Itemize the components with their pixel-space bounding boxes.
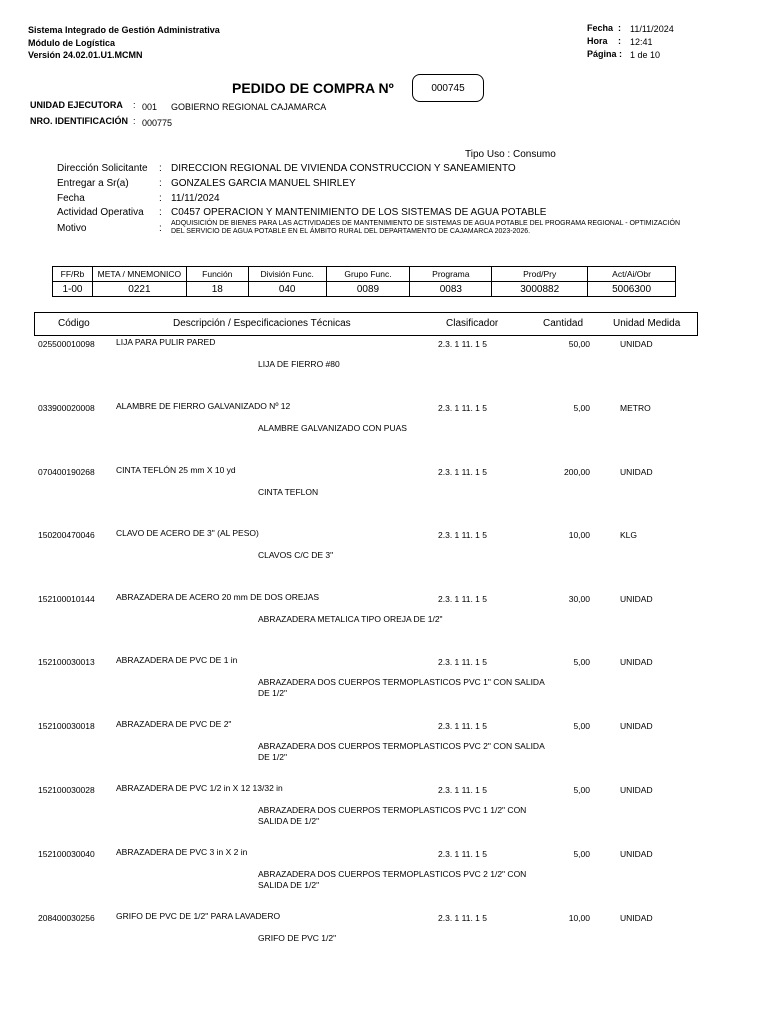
item-unit: UNIDAD	[620, 594, 653, 604]
item-classifier: 2.3. 1 11. 1 5	[438, 913, 487, 923]
budget-header-cell: División Func.	[248, 267, 326, 282]
unidad-code: 001	[142, 102, 158, 112]
item-description: ABRAZADERA DE PVC 3 in X 2 in	[116, 847, 248, 857]
pagina-value: 1 de 10	[630, 50, 661, 60]
item-description: ABRAZADERA DE PVC DE 2"	[116, 719, 232, 729]
col-codigo: Código	[58, 318, 90, 329]
budget-header-cell: Grupo Func.	[326, 267, 410, 282]
fecha-label: Fecha	[587, 23, 614, 33]
detail-colon: :	[159, 193, 162, 204]
item-description: ABRAZADERA DE PVC DE 1 in	[116, 655, 238, 665]
budget-header-row	[53, 267, 676, 282]
system-name: Sistema Integrado de Gestión Administrativa	[28, 25, 220, 35]
item-classifier: 2.3. 1 11. 1 5	[438, 530, 487, 540]
hora-colon: :	[618, 36, 621, 46]
item-row	[0, 592, 768, 656]
item-row	[0, 655, 768, 719]
item-unit: UNIDAD	[620, 913, 653, 923]
detail-value-fecha: 11/11/2024	[171, 193, 220, 204]
budget-value-row	[53, 282, 676, 297]
item-code: 152100030028	[38, 785, 95, 795]
item-spec: GRIFO DE PVC 1/2"	[258, 933, 337, 943]
detail-label-direccion: Dirección Solicitante	[57, 163, 148, 174]
item-row	[0, 528, 768, 592]
budget-value-cell: 0089	[326, 282, 410, 297]
item-spec: LIJA DE FIERRO #80	[258, 359, 340, 369]
item-unit: UNIDAD	[620, 657, 653, 667]
budget-header-cell: Programa	[410, 267, 492, 282]
item-code: 152100030018	[38, 721, 95, 731]
budget-header-cell: Función	[186, 267, 248, 282]
item-quantity: 5,00	[573, 657, 590, 667]
item-classifier: 2.3. 1 11. 1 5	[438, 403, 487, 413]
budget-value-cell: 1-00	[53, 282, 93, 297]
item-row	[0, 719, 768, 783]
item-classifier: 2.3. 1 11. 1 5	[438, 849, 487, 859]
item-unit: UNIDAD	[620, 721, 653, 731]
item-row	[0, 911, 768, 975]
budget-header-cell: FF/Rb	[53, 267, 93, 282]
item-unit: KLG	[620, 530, 638, 540]
item-spec: ABRAZADERA DOS CUERPOS TERMOPLASTICOS PVC 2" CON SALIDA DE 1/2"	[258, 741, 545, 762]
budget-header-cell: META / MNEMONICO	[92, 267, 186, 282]
item-unit: UNIDAD	[620, 339, 653, 349]
hora-value: 12:41	[630, 37, 653, 47]
item-spec: ABRAZADERA DOS CUERPOS TERMOPLASTICOS PVC 2 1/2" CON SALIDA DE 1/2"	[258, 869, 527, 890]
budget-value-cell: 18	[186, 282, 248, 297]
detail-label-actividad: Actividad Operativa	[57, 207, 144, 218]
detail-label-fecha: Fecha	[57, 193, 85, 204]
item-code: 208400030256	[38, 913, 95, 923]
nro-value: 000775	[142, 118, 173, 128]
item-quantity: 10,00	[568, 913, 590, 923]
unidad-colon: :	[133, 100, 136, 110]
item-classifier: 2.3. 1 11. 1 5	[438, 657, 487, 667]
item-classifier: 2.3. 1 11. 1 5	[438, 467, 487, 477]
nro-label: NRO. IDENTIFICACIÓN	[30, 116, 128, 126]
item-code: 070400190268	[38, 467, 95, 477]
item-description: LIJA PARA PULIR PARED	[116, 337, 216, 347]
item-quantity: 5,00	[573, 785, 590, 795]
detail-label-entregar: Entregar a Sr(a)	[57, 178, 129, 189]
budget-value-cell: 3000882	[492, 282, 588, 297]
item-description: ALAMBRE DE FIERRO GALVANIZADO Nº 12	[116, 401, 291, 411]
item-quantity: 5,00	[573, 721, 590, 731]
item-description: CINTA TEFLÓN 25 mm X 10 yd	[116, 465, 236, 475]
item-classifier: 2.3. 1 11. 1 5	[438, 339, 487, 349]
module-name: Módulo de Logística	[28, 38, 115, 48]
item-classifier: 2.3. 1 11. 1 5	[438, 721, 487, 731]
col-cantidad: Cantidad	[543, 318, 584, 329]
item-row	[0, 337, 768, 401]
item-unit: METRO	[620, 403, 651, 413]
budget-header-cell: Prod/Pry	[492, 267, 588, 282]
item-classifier: 2.3. 1 11. 1 5	[438, 594, 487, 604]
item-row	[0, 401, 768, 465]
item-quantity: 50,00	[568, 339, 590, 349]
item-classifier: 2.3. 1 11. 1 5	[438, 785, 487, 795]
order-number-box	[412, 74, 484, 102]
item-code: 152100010144	[38, 594, 95, 604]
detail-label-motivo: Motivo	[57, 223, 87, 234]
item-row	[0, 847, 768, 911]
item-description: CLAVO DE ACERO DE 3" (AL PESO)	[116, 528, 259, 538]
unidad-label: UNIDAD EJECUTORA	[30, 100, 123, 110]
item-description: ABRAZADERA DE PVC 1/2 in X 12 13/32 in	[116, 783, 283, 793]
detail-colon: :	[159, 178, 162, 189]
item-spec: ABRAZADERA METALICA TIPO OREJA DE 1/2"	[258, 614, 443, 624]
item-description: GRIFO DE PVC DE 1/2" PARA LAVADERO	[116, 911, 281, 921]
budget-value-cell: 0083	[410, 282, 492, 297]
budget-value-cell: 0221	[92, 282, 186, 297]
item-spec: ABRAZADERA DOS CUERPOS TERMOPLASTICOS PVC 1 1/2" CON SALIDA DE 1/2"	[258, 805, 527, 826]
budget-header-cell: Act/Ai/Obr	[588, 267, 676, 282]
item-code: 152100030013	[38, 657, 95, 667]
detail-value-entregar: GONZALES GARCIA MANUEL SHIRLEY	[171, 178, 356, 189]
fecha-value: 11/11/2024	[630, 24, 674, 34]
item-row	[0, 465, 768, 529]
col-clasificador: Clasificador	[446, 318, 499, 329]
item-spec: CLAVOS C/C DE 3"	[258, 550, 334, 560]
detail-colon: :	[159, 207, 162, 218]
unidad-name: GOBIERNO REGIONAL CAJAMARCA	[171, 102, 327, 112]
detail-value-direccion: DIRECCION REGIONAL DE VIVIENDA CONSTRUCCION Y SANEAMIENTO	[171, 163, 516, 174]
item-quantity: 5,00	[573, 403, 590, 413]
order-title: PEDIDO DE COMPRA Nº	[232, 80, 394, 96]
item-code: 152100030040	[38, 849, 95, 859]
nro-colon: :	[133, 116, 136, 126]
item-unit: UNIDAD	[620, 785, 653, 795]
budget-value-cell: 5006300	[588, 282, 676, 297]
item-description: ABRAZADERA DE ACERO 20 mm DE DOS OREJAS	[116, 592, 320, 602]
col-unidad: Unidad Medida	[613, 318, 681, 329]
detail-colon: :	[159, 163, 162, 174]
item-spec: ABRAZADERA DOS CUERPOS TERMOPLASTICOS PVC 1" CON SALIDA DE 1/2"	[258, 677, 545, 698]
pagina-label: Página :	[587, 49, 623, 59]
detail-value-actividad: C0457 OPERACION Y MANTENIMIENTO DE LOS SISTEMAS DE AGUA POTABLE	[171, 207, 547, 218]
version: Versión 24.02.01.U1.MCMN	[28, 50, 143, 60]
budget-value-cell: 040	[248, 282, 326, 297]
item-quantity: 200,00	[564, 467, 590, 477]
hora-label: Hora	[587, 36, 608, 46]
item-code: 025500010098	[38, 339, 95, 349]
budget-table	[52, 266, 676, 297]
order-number: 000745	[431, 82, 465, 94]
tipo-uso: Tipo Uso : Consumo	[465, 149, 556, 160]
item-unit: UNIDAD	[620, 467, 653, 477]
detail-value-motivo: ADQUISICIÓN DE BIENES PARA LAS ACTIVIDADES DE MANTENIMIENTO DE SISTEMAS DE AGUA POTABLE DEL PROGRAMA REGIONAL - OPTIMIZACIÓN DEL SERVICIO DE AGUA POTABLE EN EL ÁMBITO RURAL DEL DEPARTAMENTO DE CAJAMARCA 2023-2026.	[171, 220, 681, 235]
detail-colon: :	[159, 223, 162, 234]
item-quantity: 30,00	[568, 594, 590, 604]
item-quantity: 10,00	[568, 530, 590, 540]
item-code: 150200470046	[38, 530, 95, 540]
item-spec: CINTA TEFLON	[258, 487, 319, 497]
item-quantity: 5,00	[573, 849, 590, 859]
items-column-header	[34, 312, 698, 336]
item-row	[0, 783, 768, 847]
item-unit: UNIDAD	[620, 849, 653, 859]
item-code: 033900020008	[38, 403, 95, 413]
item-spec: ALAMBRE GALVANIZADO CON PUAS	[258, 423, 407, 433]
col-descripcion: Descripción / Especificaciones Técnicas	[173, 318, 351, 329]
fecha-colon: :	[618, 23, 621, 33]
